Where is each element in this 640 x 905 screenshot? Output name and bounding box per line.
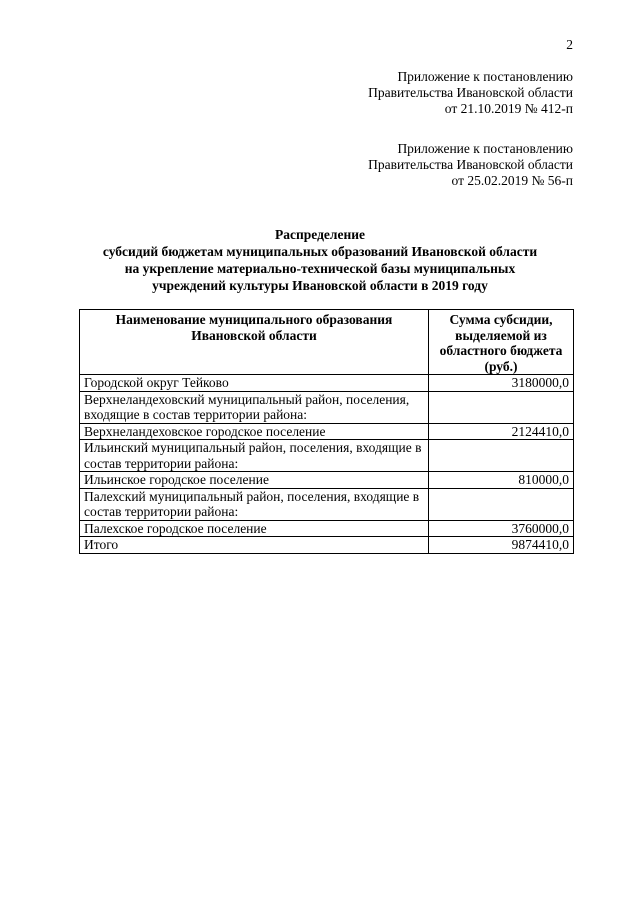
table-row bbox=[80, 472, 574, 489]
row-name: Палехское городское поселение bbox=[80, 520, 429, 537]
appendix-current-line-2: Правительства Ивановской области bbox=[368, 85, 573, 100]
appendix-original bbox=[368, 141, 573, 189]
row-sum bbox=[429, 440, 574, 472]
table-row bbox=[80, 375, 574, 392]
table-row bbox=[80, 391, 574, 423]
title-line-1: Распределение bbox=[274, 227, 366, 242]
table-row bbox=[80, 440, 574, 472]
table-header-row bbox=[80, 310, 574, 375]
total-sum: 9874410,0 bbox=[429, 537, 574, 554]
appendix-current bbox=[368, 69, 573, 117]
row-name: Ильинский муниципальный район, поселения, входящие в состав территории района: bbox=[80, 440, 429, 472]
title-line-4: учреждений культуры Ивановской области в 2019 году bbox=[152, 278, 488, 293]
subsidy-table bbox=[79, 309, 574, 554]
header-subsidy-sum: Сумма субсидии, выделяемой из областного бюджета (руб.) bbox=[429, 310, 574, 375]
header-municipality: Наименование муниципального образования Ивановской области bbox=[80, 310, 429, 375]
table-row bbox=[80, 520, 574, 537]
appendix-original-line-2: Правительства Ивановской области bbox=[368, 157, 573, 172]
total-label: Итого bbox=[80, 537, 429, 554]
table-row-total bbox=[80, 537, 574, 554]
appendix-original-line-1: Приложение к постановлению bbox=[397, 141, 573, 156]
title-line-2: субсидий бюджетам муниципальных образований Ивановской области bbox=[102, 244, 538, 259]
row-sum: 3180000,0 bbox=[429, 375, 574, 392]
row-name: Палехский муниципальный район, поселения, входящие в состав территории района: bbox=[80, 488, 429, 520]
row-sum: 2124410,0 bbox=[429, 423, 574, 440]
row-name: Ильинское городское поселение bbox=[80, 472, 429, 489]
appendix-current-line-1: Приложение к постановлению bbox=[397, 69, 573, 84]
row-name: Городской округ Тейково bbox=[80, 375, 429, 392]
row-sum bbox=[429, 391, 574, 423]
row-sum bbox=[429, 488, 574, 520]
page-number: 2 bbox=[566, 37, 573, 52]
table-row bbox=[80, 488, 574, 520]
row-sum: 3760000,0 bbox=[429, 520, 574, 537]
row-name: Верхнеландеховское городское поселение bbox=[80, 423, 429, 440]
row-name: Верхнеландеховский муниципальный район, поселения, входящие в состав территории района: bbox=[80, 391, 429, 423]
document-title bbox=[60, 226, 580, 294]
appendix-current-line-3: от 21.10.2019 № 412-п bbox=[444, 101, 573, 116]
title-line-3: на укрепление материально-технической базы муниципальных bbox=[124, 261, 516, 276]
row-sum: 810000,0 bbox=[429, 472, 574, 489]
appendix-original-line-3: от 25.02.2019 № 56-п bbox=[451, 173, 573, 188]
table-row bbox=[80, 423, 574, 440]
